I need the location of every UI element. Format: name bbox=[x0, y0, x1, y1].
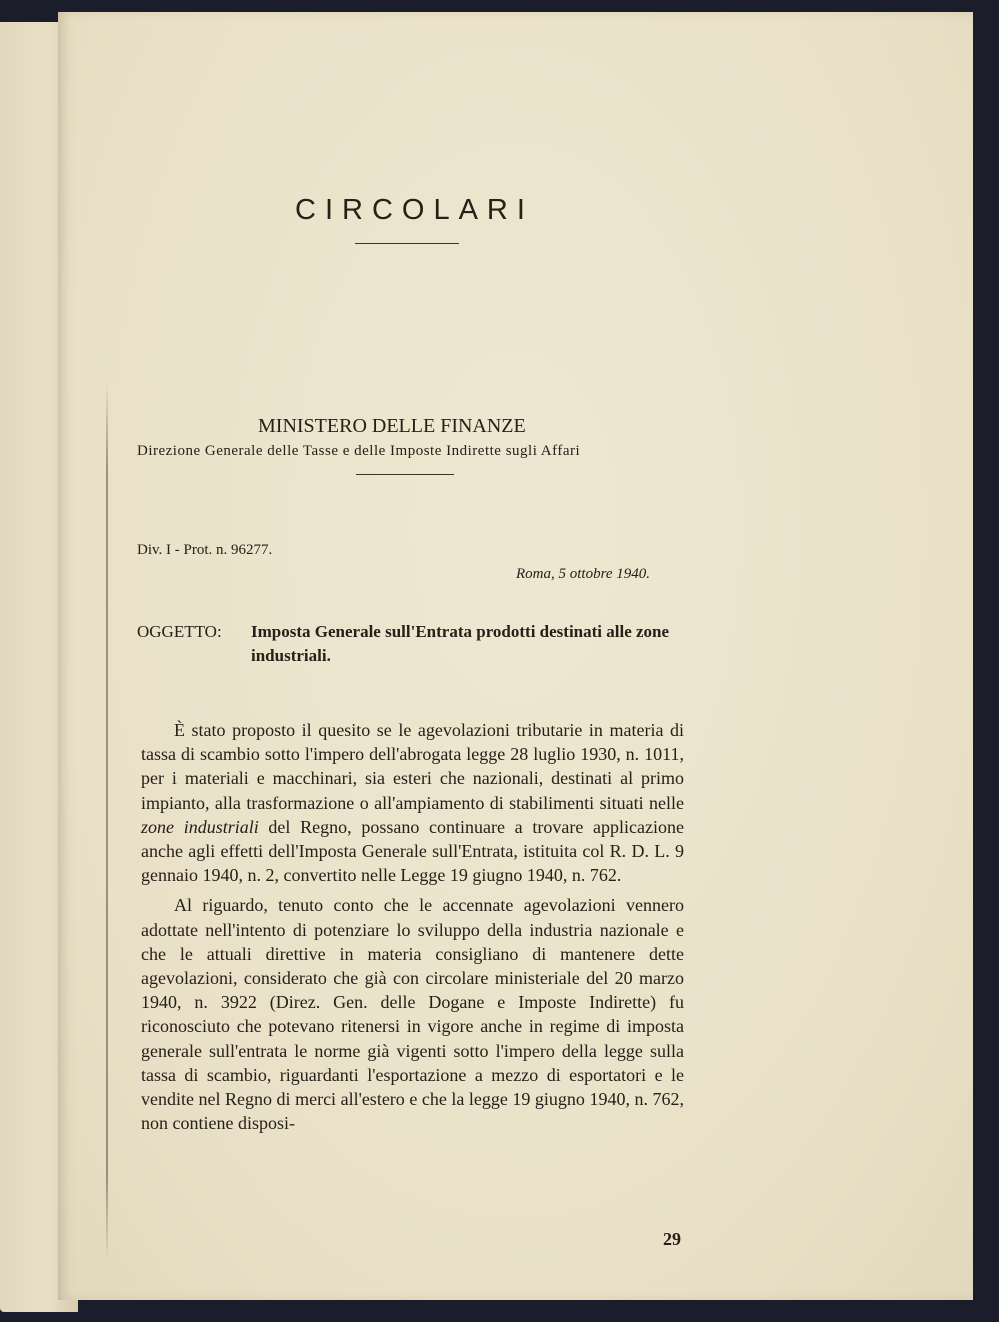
paragraph-1-italic: zone industriali bbox=[141, 816, 259, 837]
paragraph-1-part-2: del Regno, possano continuare a trovare applicazione anche agli effetti dell'Imposta Generale sull'Entrata, istituita col R. D. L. 9 gennaio 1940, n. 2, convertito nelle Legge 19 giugno 1940, n. 762. bbox=[141, 816, 684, 886]
heading-divider bbox=[356, 474, 454, 475]
ministry-heading: MINISTERO DELLE FINANZE bbox=[258, 415, 526, 437]
page-number: 29 bbox=[663, 1229, 681, 1249]
protocol-number: Div. I - Prot. n. 96277. bbox=[137, 542, 273, 558]
section-title: CIRCOLARI bbox=[295, 194, 534, 226]
title-divider bbox=[355, 243, 459, 244]
gutter-shadow bbox=[106, 382, 108, 1262]
subject-label: OGGETTO: bbox=[137, 622, 222, 641]
direction-subheading: Direzione Generale delle Tasse e delle Imposte Indirette sugli Affari bbox=[137, 443, 581, 459]
letter-date: Roma, 5 ottobre 1940. bbox=[516, 566, 651, 582]
paragraph-1 bbox=[141, 718, 684, 887]
subject-text: Imposta Generale sull'Entrata prodotti destinati alle zone industriali. bbox=[251, 622, 670, 665]
paragraph-1-part-1: È stato proposto il quesito se le agevolazioni tributarie in materia di tassa di scambio sotto l'impero dell'abrogata legge 28 luglio 1930, n. 1011, per i materiali e macchinari, sia esteri che nazionali, destinati al primo impianto, alla trasformazione o all'ampiamento di stabilimenti situati nelle bbox=[141, 720, 684, 813]
paragraph-2: Al riguardo, tenuto conto che le accennate agevolazioni vennero adottate nell'intento di potenziare lo sviluppo della industria nazionale e che le attuali direttive in materia consigliano di mantenere dette agevolazioni, considerato che già con circolare ministeriale del 20 marzo 1940, n. 3922 (Direz. Gen. delle Dogane e Imposte Indirette) fu riconosciuto che potevano ritenersi in vigore anche in regime di imposta generale sull'entrata le norme già vigenti sotto l'impero della legge sulla tassa di scambio, riguardanti l'esportazione a mezzo di esportatori e le vendite nel Regno di merci all'estero e che la legge 19 giugno 1940, n. 762, non contiene disposi- bbox=[141, 895, 684, 1134]
body-text bbox=[141, 718, 684, 1135]
book-page bbox=[58, 12, 973, 1300]
